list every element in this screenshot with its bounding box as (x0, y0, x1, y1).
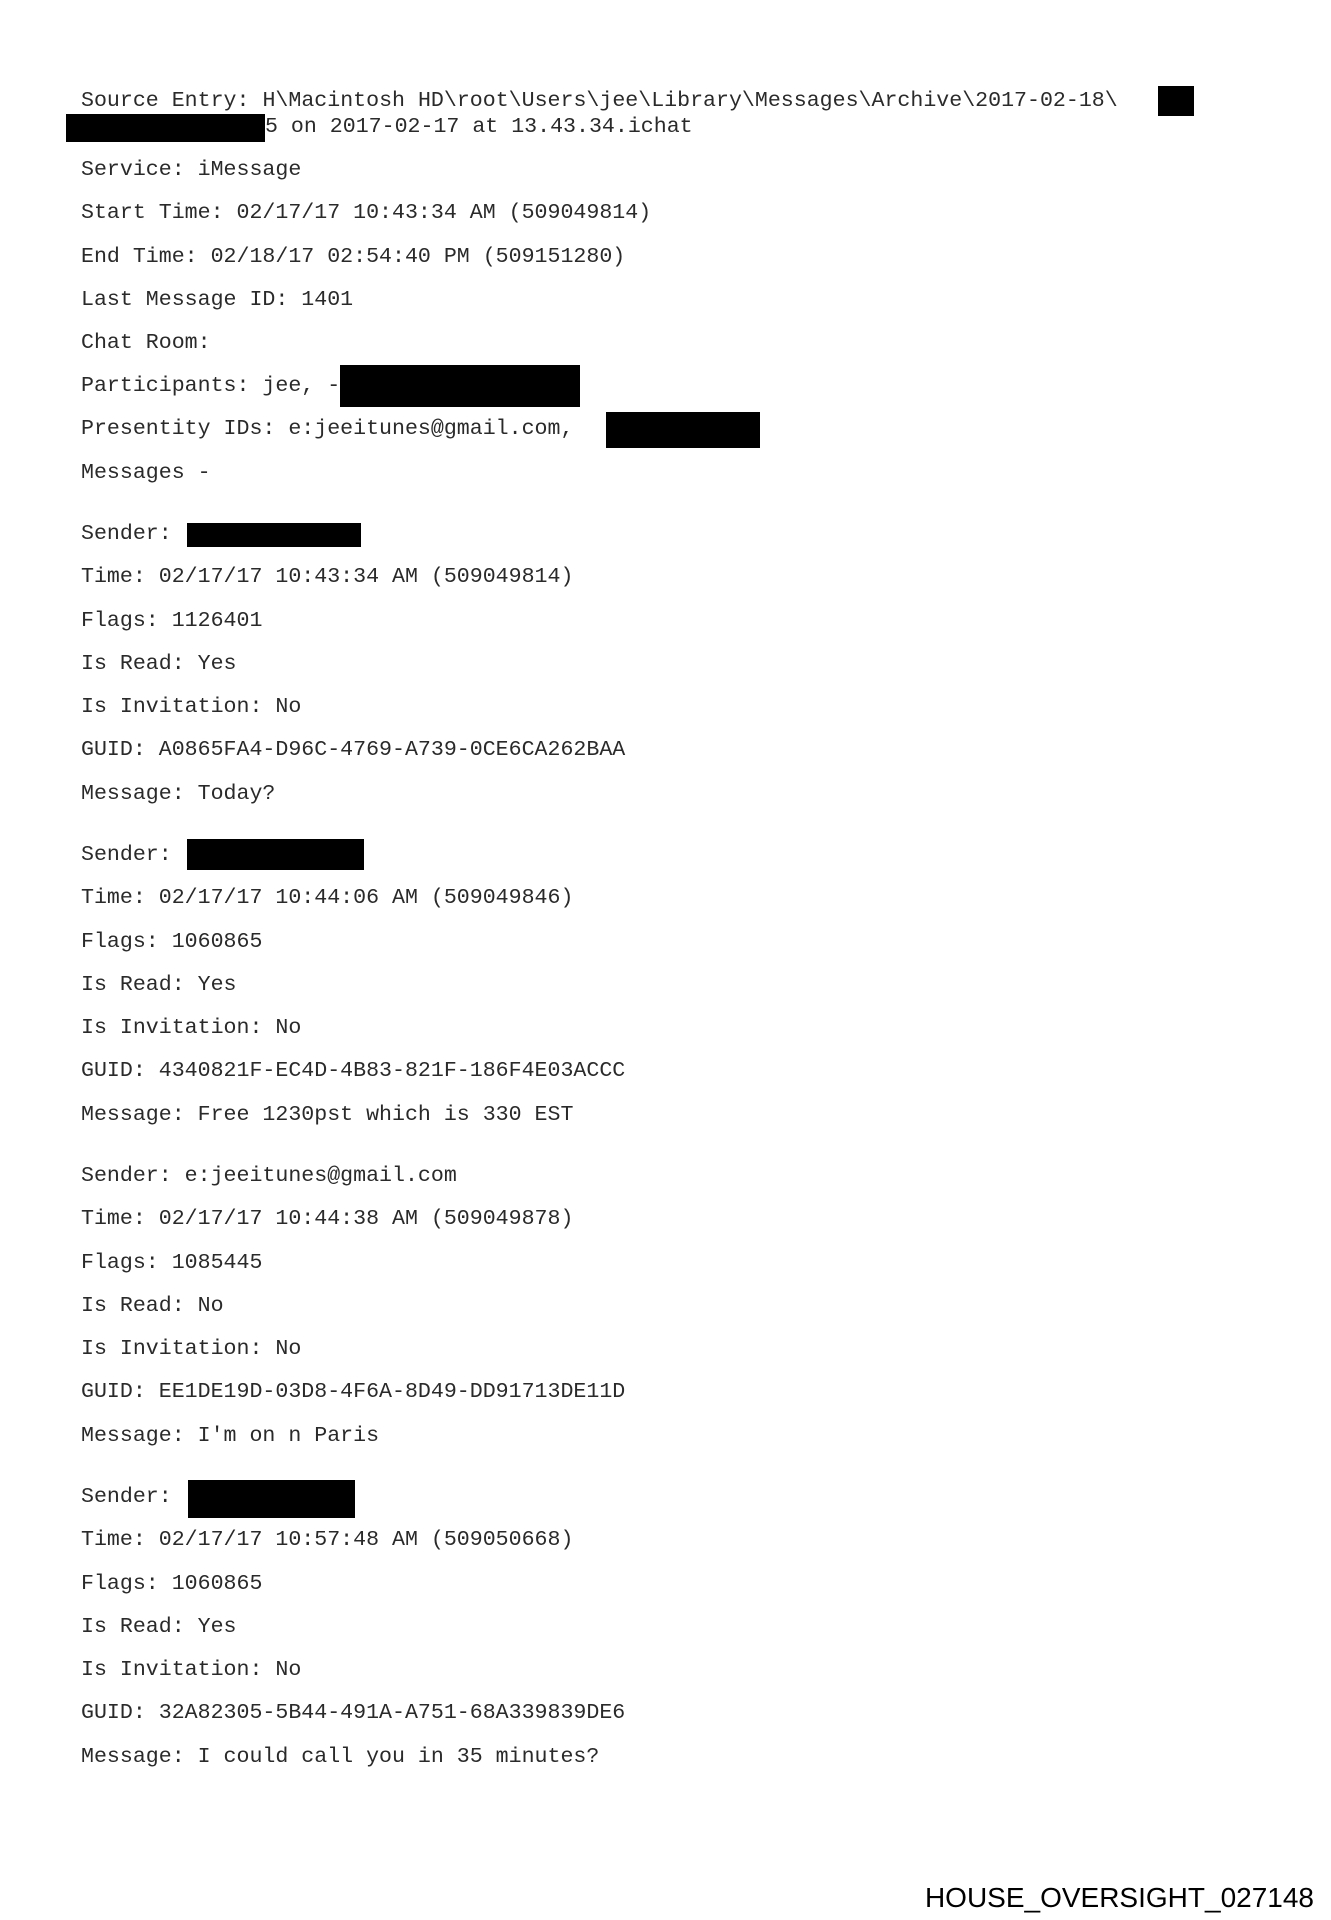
participants-line: Participants: jee, - (81, 374, 341, 398)
message-sender-line: Sender: (81, 1485, 172, 1509)
message-flags-line: Flags: 1060865 (81, 1572, 263, 1596)
message-time-line: Time: 02/17/17 10:43:34 AM (509049814) (81, 565, 574, 589)
start-time-line: Start Time: 02/17/17 10:43:34 AM (509049814) (81, 201, 652, 225)
message-time-line: Time: 02/17/17 10:57:48 AM (509050668) (81, 1528, 574, 1552)
source-entry-label: Source Entry: (81, 89, 250, 113)
source-entry-tail: 5 on 2017-02-17 at 13.43.34.ichat (265, 115, 693, 139)
redaction-box (188, 1480, 355, 1518)
message-flags-line: Flags: 1085445 (81, 1251, 263, 1275)
message-flags-line: Flags: 1126401 (81, 609, 263, 633)
message-guid-line: GUID: 32A82305-5B44-491A-A751-68A339839DE6 (81, 1701, 626, 1725)
redaction-box (187, 839, 364, 870)
message-flags-line: Flags: 1060865 (81, 930, 263, 954)
message-text-line: Message: Free 1230pst which is 330 EST (81, 1103, 574, 1127)
redaction-box (187, 523, 361, 547)
last-message-id-line: Last Message ID: 1401 (81, 288, 354, 312)
messages-label-line: Messages - (81, 461, 211, 485)
message-guid-line: GUID: A0865FA4-D96C-4769-A739-0CE6CA262BAA (81, 738, 626, 762)
message-guid-line: GUID: EE1DE19D-03D8-4F6A-8D49-DD91713DE11D (81, 1380, 626, 1404)
source-entry-line (81, 88, 1118, 114)
redaction-box (1158, 86, 1194, 116)
redaction-box (606, 412, 760, 448)
source-entry-path: H\Macintosh HD\root\Users\jee\Library\Messages\Archive\2017-02-18\ (262, 89, 1118, 113)
message-guid-line: GUID: 4340821F-EC4D-4B83-821F-186F4E03ACCC (81, 1059, 626, 1083)
message-is-invitation-line: Is Invitation: No (81, 1016, 302, 1040)
message-text-line: Message: Today? (81, 782, 276, 806)
message-sender-line: Sender: (81, 522, 172, 546)
message-is-invitation-line: Is Invitation: No (81, 1337, 302, 1361)
message-text-line: Message: I could call you in 35 minutes? (81, 1745, 600, 1769)
message-is-read-line: Is Read: Yes (81, 973, 237, 997)
message-is-read-line: Is Read: Yes (81, 652, 237, 676)
message-time-line: Time: 02/17/17 10:44:38 AM (509049878) (81, 1207, 574, 1231)
message-time-line: Time: 02/17/17 10:44:06 AM (509049846) (81, 886, 574, 910)
message-text-line: Message: I'm on n Paris (81, 1424, 380, 1448)
chat-room-line: Chat Room: (81, 331, 211, 355)
message-sender-line: Sender: e:jeeitunes@gmail.com (81, 1164, 457, 1188)
message-is-read-line: Is Read: Yes (81, 1615, 237, 1639)
message-is-read-line: Is Read: No (81, 1294, 224, 1318)
message-sender-line: Sender: (81, 843, 172, 867)
message-is-invitation-line: Is Invitation: No (81, 695, 302, 719)
redaction-box (66, 114, 265, 142)
end-time-line: End Time: 02/18/17 02:54:40 PM (509151280) (81, 245, 626, 269)
presentity-ids-line: Presentity IDs: e:jeeitunes@gmail.com, (81, 417, 574, 441)
message-is-invitation-line: Is Invitation: No (81, 1658, 302, 1682)
service-line: Service: iMessage (81, 158, 302, 182)
redaction-box (340, 365, 580, 407)
bates-number: HOUSE_OVERSIGHT_027148 (924, 1882, 1314, 1913)
